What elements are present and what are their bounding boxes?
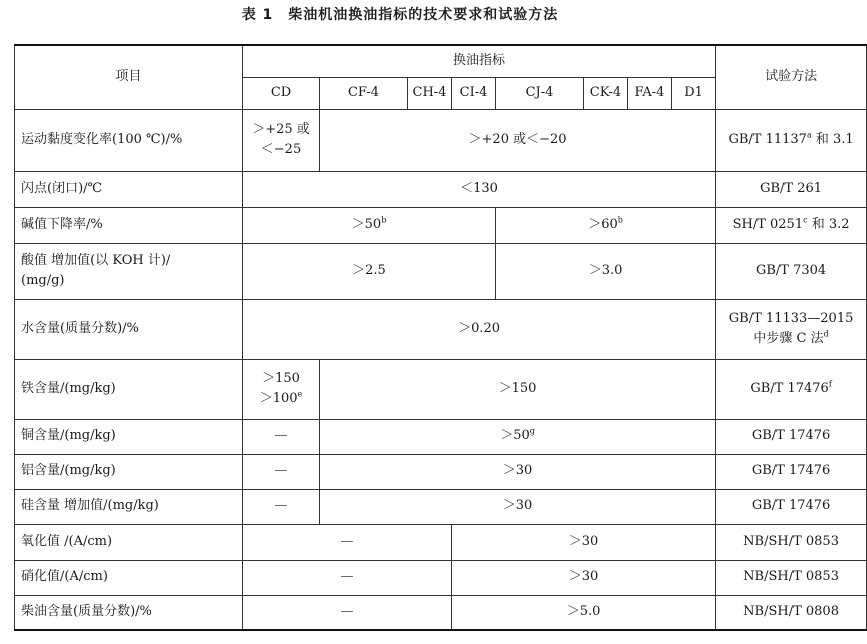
grade-cj4: CJ-4 (496, 77, 584, 109)
footnote-mark: b (381, 215, 387, 225)
limit-value: ＞30 (452, 560, 716, 595)
grade-fa4: FA-4 (628, 77, 672, 109)
limit-value-left: — (243, 595, 452, 630)
method-tail: 和 3.1 (811, 131, 854, 147)
cd-value: — (243, 489, 320, 524)
oil-change-spec-table (14, 44, 867, 631)
test-method: NB/SH/T 0808 (716, 595, 867, 630)
method-text: GB/T 17476 (750, 380, 829, 396)
row-name: 水含量(质量分数)/% (15, 299, 243, 359)
row-name: 硅含量 增加值/(mg/kg) (15, 489, 243, 524)
row-name-line: (mg/g) (21, 273, 65, 288)
limit-value: ＞30 (320, 454, 716, 489)
test-method (716, 359, 867, 419)
limit-value: ＞+20 或＜−20 (320, 109, 716, 171)
test-method: NB/SH/T 0853 (716, 560, 867, 595)
table-row (15, 299, 867, 359)
limit-value-left: — (243, 560, 452, 595)
limit-value-right: ＞3.0 (496, 243, 716, 299)
test-method (716, 109, 867, 171)
row-name: 运动黏度变化率(100 ℃)/% (15, 109, 243, 171)
value-text: ＞60 (588, 216, 618, 232)
limit-value: ＞30 (320, 489, 716, 524)
value-text: ＞50 (351, 216, 382, 232)
row-name: 碱值下降率/% (15, 207, 243, 243)
limit-value: ＞30 (452, 524, 716, 560)
grade-ch4: CH-4 (408, 77, 452, 109)
grade-cf4: CF-4 (320, 77, 408, 109)
footnote-mark: c (803, 215, 808, 225)
limit-value: ＞150 (320, 359, 716, 419)
cd-value-line: ＜−25 (260, 142, 302, 157)
method-text: SH/T 0251 (732, 216, 804, 232)
cd-value-line: ＞+25 或 (252, 121, 310, 137)
limit-value-right (496, 207, 716, 243)
row-name: 闪点(闭口)/℃ (15, 171, 243, 207)
row-name: 柴油含量(质量分数)/% (15, 595, 243, 630)
limit-value (320, 419, 716, 454)
test-method: GB/T 7304 (716, 243, 867, 299)
table-row (15, 524, 867, 560)
test-method: GB/T 17476 (716, 454, 867, 489)
grade-ci4: CI-4 (452, 77, 496, 109)
method-text: GB/T 11137 (728, 131, 807, 147)
row-name: 铜含量/(mg/kg) (15, 419, 243, 454)
footnote-mark: f (828, 379, 832, 389)
method-line: 中步骤 C 法 (753, 331, 824, 346)
table-row (15, 489, 867, 524)
row-name: 氧化值 /(A/cm) (15, 524, 243, 560)
footnote-mark: d (823, 329, 829, 339)
table-row (15, 359, 867, 419)
table-row (15, 560, 867, 595)
cd-value-line: ＞150 (262, 370, 300, 386)
row-name-line: 酸值 增加值(以 KOH 计)/ (21, 252, 171, 268)
footnote-mark: e (297, 389, 303, 399)
test-method: GB/T 17476 (716, 419, 867, 454)
test-method: NB/SH/T 0853 (716, 524, 867, 560)
table-row (15, 207, 867, 243)
table-row (15, 243, 867, 299)
table-row (15, 171, 867, 207)
value-text: ＞50 (500, 428, 530, 444)
cd-value (243, 359, 320, 419)
limit-value: ＞5.0 (452, 595, 716, 630)
footnote-mark: b (617, 215, 623, 225)
table-row (15, 419, 867, 454)
table-row (15, 595, 867, 630)
cd-value (243, 109, 320, 171)
method-line: GB/T 11133—2015 (728, 310, 854, 326)
table-row (15, 454, 867, 489)
test-method (716, 207, 867, 243)
limit-value-left (243, 207, 496, 243)
row-name: 铁含量/(mg/kg) (15, 359, 243, 419)
row-name: 铝含量/(mg/kg) (15, 454, 243, 489)
cd-value-line: ＞100 (259, 391, 298, 406)
grade-ck4: CK-4 (584, 77, 628, 109)
footnote-mark: g (529, 427, 535, 437)
cd-value: — (243, 419, 320, 454)
header-change-indicator: 换油指标 (243, 45, 716, 77)
limit-value-left: — (243, 524, 452, 560)
test-method: GB/T 261 (716, 171, 867, 207)
table-row (15, 109, 867, 171)
table-caption: 表 1 柴油机油换油指标的技术要求和试验方法 (241, 7, 559, 23)
method-tail: 和 3.2 (807, 216, 850, 232)
grade-cd: CD (243, 77, 320, 109)
row-name: 硝化值/(A/cm) (15, 560, 243, 595)
grade-d1: D1 (672, 77, 716, 109)
header-item: 项目 (15, 45, 243, 109)
row-name (15, 243, 243, 299)
footnote-mark: a (806, 130, 812, 140)
cd-value: — (243, 454, 320, 489)
header-row (15, 45, 867, 77)
test-method: GB/T 17476 (716, 489, 867, 524)
test-method (716, 299, 867, 359)
limit-value: ＜130 (243, 171, 716, 207)
header-test-method: 试验方法 (716, 45, 867, 109)
limit-value-left: ＞2.5 (243, 243, 496, 299)
limit-value: ＞0.20 (243, 299, 716, 359)
